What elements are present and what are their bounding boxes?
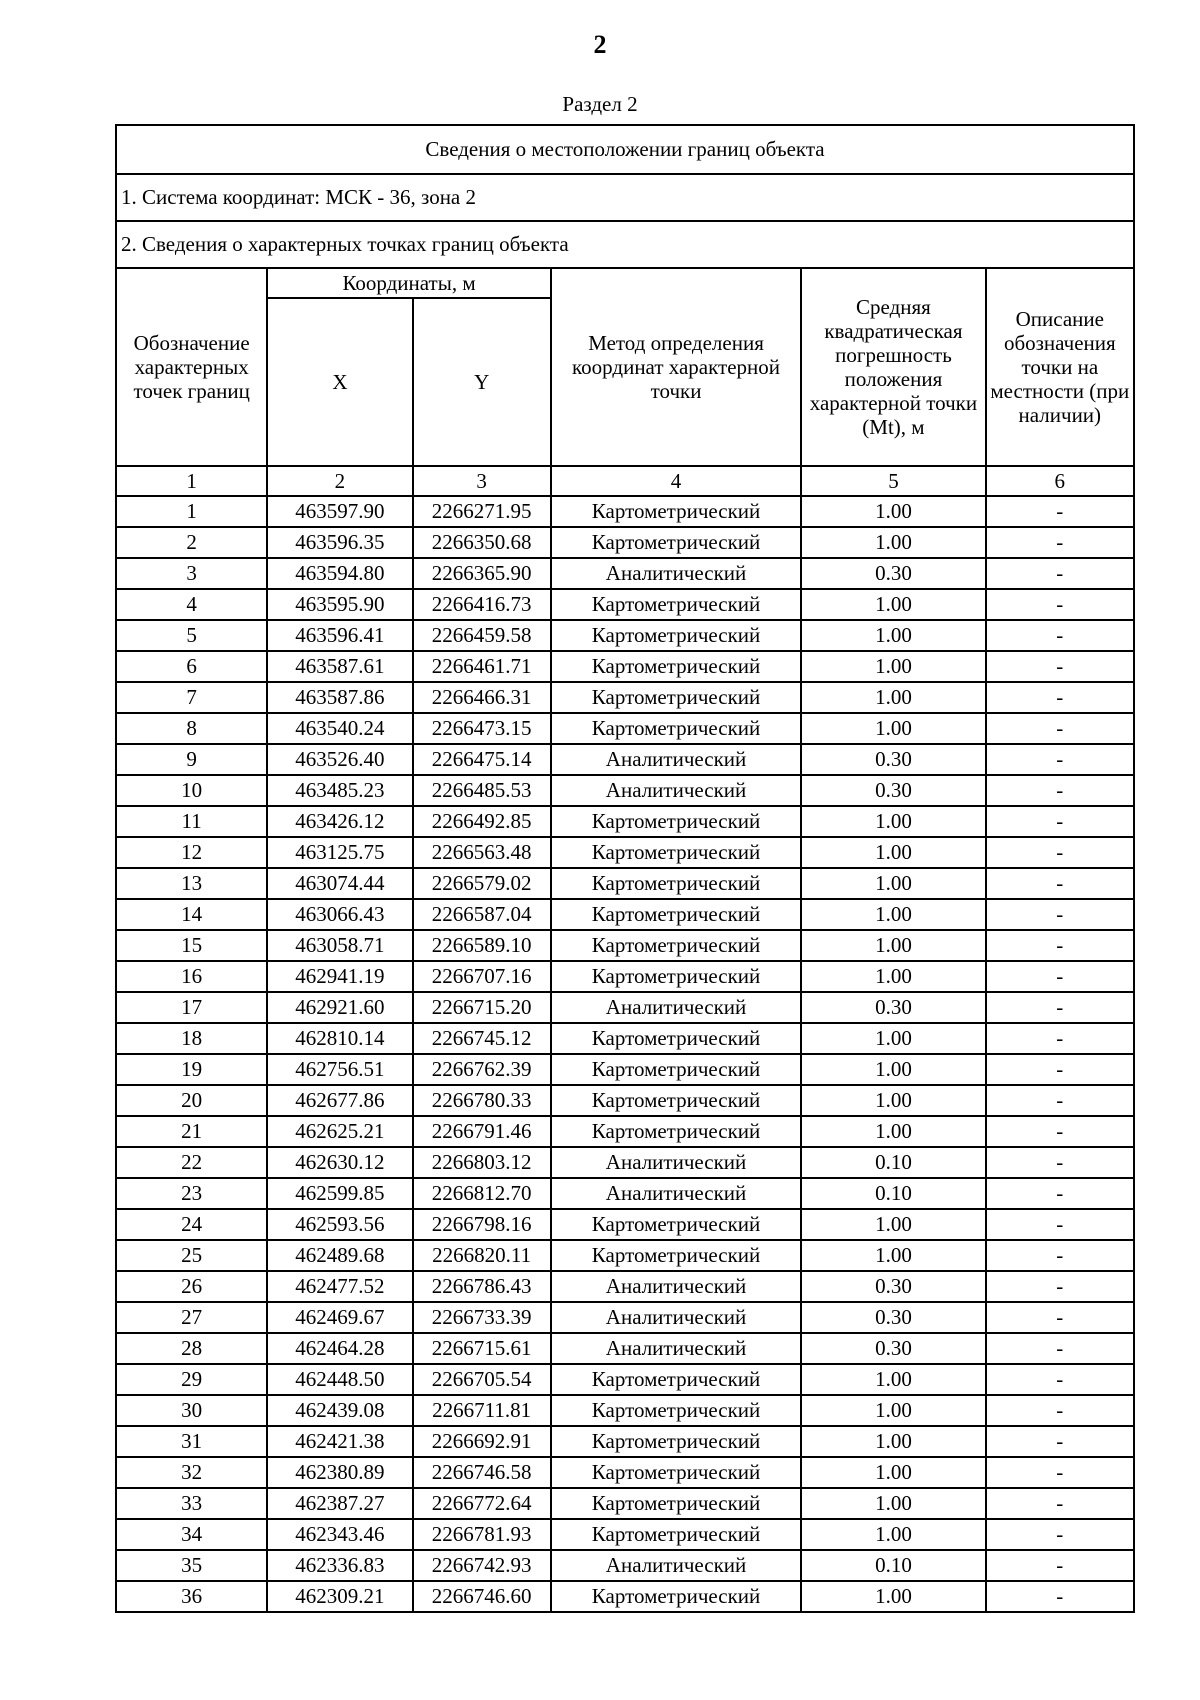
cell-error: 1.00: [801, 713, 985, 744]
cell-y: 2266745.12: [413, 1023, 551, 1054]
cell-point: 20: [116, 1085, 267, 1116]
cell-description: -: [986, 1271, 1134, 1302]
cell-error: 1.00: [801, 1023, 985, 1054]
cell-error: 1.00: [801, 930, 985, 961]
header-coordinates: Координаты, м: [267, 268, 551, 298]
cell-point: 35: [116, 1550, 267, 1581]
cell-x: 462336.83: [267, 1550, 412, 1581]
column-number: 6: [986, 466, 1134, 496]
cell-x: 463540.24: [267, 713, 412, 744]
cell-y: 2266711.81: [413, 1395, 551, 1426]
table-row: [116, 961, 1134, 992]
cell-x: 462625.21: [267, 1116, 412, 1147]
cell-x: 463594.80: [267, 558, 412, 589]
cell-error: 0.30: [801, 1271, 985, 1302]
cell-x: 462630.12: [267, 1147, 412, 1178]
cell-method: Картометрический: [551, 868, 801, 899]
cell-description: -: [986, 1333, 1134, 1364]
cell-description: -: [986, 496, 1134, 527]
cell-y: 2266781.93: [413, 1519, 551, 1550]
cell-error: 1.00: [801, 961, 985, 992]
cell-error: 1.00: [801, 1116, 985, 1147]
cell-point: 1: [116, 496, 267, 527]
table-row: [116, 558, 1134, 589]
table-row: [116, 1240, 1134, 1271]
cell-description: -: [986, 1116, 1134, 1147]
column-numbers-row: [116, 466, 1134, 496]
table-row: [116, 1054, 1134, 1085]
table-row: [116, 1426, 1134, 1457]
column-number: 5: [801, 466, 985, 496]
header-error: Средняя квадратическая погрешность положения характерной точки (Mt), м: [801, 268, 985, 466]
cell-error: 0.30: [801, 775, 985, 806]
cell-x: 463426.12: [267, 806, 412, 837]
cell-x: 463596.41: [267, 620, 412, 651]
table-row: [116, 1116, 1134, 1147]
column-number: 1: [116, 466, 267, 496]
cell-method: Картометрический: [551, 930, 801, 961]
cell-x: 462921.60: [267, 992, 412, 1023]
cell-y: 2266475.14: [413, 744, 551, 775]
cell-method: Картометрический: [551, 620, 801, 651]
cell-method: Картометрический: [551, 1364, 801, 1395]
cell-description: -: [986, 1426, 1134, 1457]
cell-error: 0.30: [801, 558, 985, 589]
cell-y: 2266461.71: [413, 651, 551, 682]
cell-x: 462439.08: [267, 1395, 412, 1426]
cell-x: 462593.56: [267, 1209, 412, 1240]
cell-point: 2: [116, 527, 267, 558]
cell-description: -: [986, 1147, 1134, 1178]
cell-description: -: [986, 1364, 1134, 1395]
column-number: 3: [413, 466, 551, 496]
cell-y: 2266589.10: [413, 930, 551, 961]
cell-method: Картометрический: [551, 1209, 801, 1240]
table-row: [116, 1581, 1134, 1612]
cell-description: -: [986, 1240, 1134, 1271]
cell-y: 2266791.46: [413, 1116, 551, 1147]
cell-method: Картометрический: [551, 1426, 801, 1457]
cell-x: 463596.35: [267, 527, 412, 558]
cell-point: 26: [116, 1271, 267, 1302]
cell-error: 1.00: [801, 1209, 985, 1240]
cell-x: 462380.89: [267, 1457, 412, 1488]
cell-method: Картометрический: [551, 1240, 801, 1271]
table-title: Сведения о местоположении границ объекта: [116, 125, 1134, 174]
cell-point: 31: [116, 1426, 267, 1457]
cell-method: Картометрический: [551, 899, 801, 930]
table-row: [116, 1457, 1134, 1488]
cell-point: 11: [116, 806, 267, 837]
cell-method: Картометрический: [551, 1116, 801, 1147]
section-label: Раздел 2: [562, 92, 638, 116]
cell-x: 463597.90: [267, 496, 412, 527]
cell-description: -: [986, 775, 1134, 806]
cell-method: Картометрический: [551, 527, 801, 558]
cell-error: 1.00: [801, 496, 985, 527]
cell-y: 2266786.43: [413, 1271, 551, 1302]
column-number: 2: [267, 466, 412, 496]
cell-description: -: [986, 930, 1134, 961]
cell-error: 0.10: [801, 1147, 985, 1178]
cell-point: 32: [116, 1457, 267, 1488]
cell-error: 1.00: [801, 1488, 985, 1519]
cell-y: 2266762.39: [413, 1054, 551, 1085]
table-row: [116, 899, 1134, 930]
cell-description: -: [986, 651, 1134, 682]
cell-method: Картометрический: [551, 589, 801, 620]
table-row: [116, 496, 1134, 527]
cell-y: 2266587.04: [413, 899, 551, 930]
cell-point: 24: [116, 1209, 267, 1240]
cell-x: 463587.61: [267, 651, 412, 682]
header-point: Обозначение характерных точек границ: [116, 268, 267, 466]
cell-description: -: [986, 961, 1134, 992]
cell-description: -: [986, 1519, 1134, 1550]
cell-x: 462477.52: [267, 1271, 412, 1302]
cell-error: 1.00: [801, 837, 985, 868]
cell-error: 0.30: [801, 744, 985, 775]
cell-description: -: [986, 899, 1134, 930]
cell-method: Аналитический: [551, 1333, 801, 1364]
cell-method: Аналитический: [551, 775, 801, 806]
cell-method: Картометрический: [551, 1581, 801, 1612]
cell-point: 16: [116, 961, 267, 992]
cell-method: Аналитический: [551, 1178, 801, 1209]
cell-error: 1.00: [801, 651, 985, 682]
cell-point: 21: [116, 1116, 267, 1147]
cell-x: 463526.40: [267, 744, 412, 775]
cell-description: -: [986, 620, 1134, 651]
cell-description: -: [986, 589, 1134, 620]
cell-description: -: [986, 1209, 1134, 1240]
cell-error: 1.00: [801, 527, 985, 558]
cell-y: 2266803.12: [413, 1147, 551, 1178]
cell-error: 1.00: [801, 868, 985, 899]
cell-point: 6: [116, 651, 267, 682]
cell-y: 2266820.11: [413, 1240, 551, 1271]
cell-description: -: [986, 1085, 1134, 1116]
cell-y: 2266742.93: [413, 1550, 551, 1581]
cell-point: 18: [116, 1023, 267, 1054]
table-row: [116, 1271, 1134, 1302]
cell-method: Аналитический: [551, 558, 801, 589]
cell-point: 14: [116, 899, 267, 930]
table-row: [116, 1178, 1134, 1209]
cell-y: 2266707.16: [413, 961, 551, 992]
cell-x: 463066.43: [267, 899, 412, 930]
cell-description: -: [986, 1178, 1134, 1209]
cell-y: 2266733.39: [413, 1302, 551, 1333]
cell-description: -: [986, 992, 1134, 1023]
cell-description: -: [986, 1550, 1134, 1581]
cell-error: 1.00: [801, 1085, 985, 1116]
cell-error: 1.00: [801, 899, 985, 930]
cell-point: 22: [116, 1147, 267, 1178]
cell-description: -: [986, 1054, 1134, 1085]
table-row: [116, 1333, 1134, 1364]
header-x: X: [267, 298, 412, 466]
cell-y: 2266780.33: [413, 1085, 551, 1116]
cell-y: 2266485.53: [413, 775, 551, 806]
cell-error: 1.00: [801, 1240, 985, 1271]
cell-method: Аналитический: [551, 1147, 801, 1178]
cell-y: 2266350.68: [413, 527, 551, 558]
table-row: [116, 1023, 1134, 1054]
cell-y: 2266746.58: [413, 1457, 551, 1488]
cell-point: 27: [116, 1302, 267, 1333]
cell-x: 462810.14: [267, 1023, 412, 1054]
cell-description: -: [986, 682, 1134, 713]
cell-point: 25: [116, 1240, 267, 1271]
cell-x: 462756.51: [267, 1054, 412, 1085]
page-number: 2: [593, 30, 607, 59]
cell-error: 1.00: [801, 1426, 985, 1457]
cell-y: 2266705.54: [413, 1364, 551, 1395]
cell-method: Аналитический: [551, 1271, 801, 1302]
cell-error: 0.10: [801, 1178, 985, 1209]
cell-x: 463074.44: [267, 868, 412, 899]
cell-point: 8: [116, 713, 267, 744]
table-row: [116, 527, 1134, 558]
table-row: [116, 837, 1134, 868]
cell-error: 1.00: [801, 1364, 985, 1395]
cell-x: 462469.67: [267, 1302, 412, 1333]
cell-y: 2266798.16: [413, 1209, 551, 1240]
cell-point: 30: [116, 1395, 267, 1426]
table-row: [116, 868, 1134, 899]
cell-point: 4: [116, 589, 267, 620]
cell-method: Картометрический: [551, 837, 801, 868]
cell-x: 463485.23: [267, 775, 412, 806]
table-row: [116, 1209, 1134, 1240]
cell-point: 17: [116, 992, 267, 1023]
table-row: [116, 620, 1134, 651]
cell-x: 463595.90: [267, 589, 412, 620]
cell-y: 2266459.58: [413, 620, 551, 651]
cell-x: 462309.21: [267, 1581, 412, 1612]
table-row: [116, 1488, 1134, 1519]
cell-error: 1.00: [801, 806, 985, 837]
cell-description: -: [986, 1488, 1134, 1519]
cell-method: Картометрический: [551, 961, 801, 992]
cell-description: -: [986, 1457, 1134, 1488]
header-description: Описание обозначения точки на местности (при наличии): [986, 268, 1134, 466]
cell-x: 462677.86: [267, 1085, 412, 1116]
cell-y: 2266466.31: [413, 682, 551, 713]
cell-y: 2266746.60: [413, 1581, 551, 1612]
cell-point: 23: [116, 1178, 267, 1209]
table-row: [116, 651, 1134, 682]
cell-error: 1.00: [801, 1054, 985, 1085]
cell-error: 1.00: [801, 589, 985, 620]
cell-method: Картометрический: [551, 1085, 801, 1116]
cell-point: 5: [116, 620, 267, 651]
cell-method: Картометрический: [551, 806, 801, 837]
cell-method: Аналитический: [551, 992, 801, 1023]
cell-x: 462387.27: [267, 1488, 412, 1519]
cell-method: Аналитический: [551, 1550, 801, 1581]
cell-description: -: [986, 806, 1134, 837]
cell-point: 33: [116, 1488, 267, 1519]
table-row: [116, 992, 1134, 1023]
cell-point: 29: [116, 1364, 267, 1395]
cell-point: 13: [116, 868, 267, 899]
table-row: [116, 713, 1134, 744]
cell-y: 2266473.15: [413, 713, 551, 744]
cell-x: 462489.68: [267, 1240, 412, 1271]
cell-y: 2266579.02: [413, 868, 551, 899]
cell-description: -: [986, 868, 1134, 899]
table-row: [116, 744, 1134, 775]
cell-point: 9: [116, 744, 267, 775]
table-row: [116, 1147, 1134, 1178]
table-row: [116, 930, 1134, 961]
table-row: [116, 589, 1134, 620]
cell-y: 2266812.70: [413, 1178, 551, 1209]
cell-description: -: [986, 527, 1134, 558]
table-row: [116, 1302, 1134, 1333]
cell-y: 2266692.91: [413, 1426, 551, 1457]
cell-point: 36: [116, 1581, 267, 1612]
cell-y: 2266271.95: [413, 496, 551, 527]
table-row: [116, 1364, 1134, 1395]
header-method: Метод определения координат характерной точки: [551, 268, 801, 466]
cell-point: 3: [116, 558, 267, 589]
cell-method: Картометрический: [551, 1488, 801, 1519]
cell-y: 2266563.48: [413, 837, 551, 868]
cell-point: 28: [116, 1333, 267, 1364]
cell-description: -: [986, 1395, 1134, 1426]
column-number: 4: [551, 466, 801, 496]
cell-x: 462421.38: [267, 1426, 412, 1457]
table-row: [116, 1395, 1134, 1426]
cell-y: 2266715.20: [413, 992, 551, 1023]
cell-description: -: [986, 558, 1134, 589]
cell-x: 462599.85: [267, 1178, 412, 1209]
table-row: [116, 682, 1134, 713]
cell-description: -: [986, 744, 1134, 775]
cell-error: 1.00: [801, 1395, 985, 1426]
cell-method: Картометрический: [551, 1054, 801, 1085]
table-row: [116, 1519, 1134, 1550]
cell-x: 462941.19: [267, 961, 412, 992]
cell-error: 1.00: [801, 1581, 985, 1612]
cell-method: Картометрический: [551, 1023, 801, 1054]
cell-x: 462448.50: [267, 1364, 412, 1395]
cell-method: Картометрический: [551, 713, 801, 744]
points-heading: 2. Сведения о характерных точках границ объекта: [116, 221, 1134, 268]
cell-error: 0.30: [801, 992, 985, 1023]
cell-point: 7: [116, 682, 267, 713]
cell-error: 1.00: [801, 1457, 985, 1488]
coordinate-system: 1. Система координат: МСК - 36, зона 2: [116, 174, 1134, 221]
cell-method: Аналитический: [551, 1302, 801, 1333]
table-row: [116, 806, 1134, 837]
cell-x: 463058.71: [267, 930, 412, 961]
table-row: [116, 1550, 1134, 1581]
cell-error: 0.30: [801, 1302, 985, 1333]
cell-method: Картометрический: [551, 651, 801, 682]
cell-description: -: [986, 1581, 1134, 1612]
cell-method: Аналитический: [551, 744, 801, 775]
cell-x: 462343.46: [267, 1519, 412, 1550]
cell-description: -: [986, 1302, 1134, 1333]
boundary-points-table: [115, 124, 1135, 1613]
header-y: Y: [413, 298, 551, 466]
cell-error: 1.00: [801, 1519, 985, 1550]
cell-method: Картометрический: [551, 496, 801, 527]
cell-error: 0.10: [801, 1550, 985, 1581]
cell-description: -: [986, 837, 1134, 868]
table-row: [116, 1085, 1134, 1116]
cell-error: 0.30: [801, 1333, 985, 1364]
cell-y: 2266416.73: [413, 589, 551, 620]
cell-x: 463587.86: [267, 682, 412, 713]
cell-y: 2266365.90: [413, 558, 551, 589]
table-row: [116, 775, 1134, 806]
cell-y: 2266772.64: [413, 1488, 551, 1519]
cell-x: 463125.75: [267, 837, 412, 868]
cell-point: 19: [116, 1054, 267, 1085]
cell-method: Картометрический: [551, 1519, 801, 1550]
cell-point: 15: [116, 930, 267, 961]
cell-method: Картометрический: [551, 1395, 801, 1426]
cell-description: -: [986, 713, 1134, 744]
cell-method: Картометрический: [551, 1457, 801, 1488]
cell-point: 12: [116, 837, 267, 868]
cell-point: 10: [116, 775, 267, 806]
cell-x: 462464.28: [267, 1333, 412, 1364]
cell-error: 1.00: [801, 682, 985, 713]
cell-method: Картометрический: [551, 682, 801, 713]
cell-error: 1.00: [801, 620, 985, 651]
cell-point: 34: [116, 1519, 267, 1550]
cell-y: 2266715.61: [413, 1333, 551, 1364]
cell-y: 2266492.85: [413, 806, 551, 837]
cell-description: -: [986, 1023, 1134, 1054]
table-body: [116, 496, 1134, 1612]
